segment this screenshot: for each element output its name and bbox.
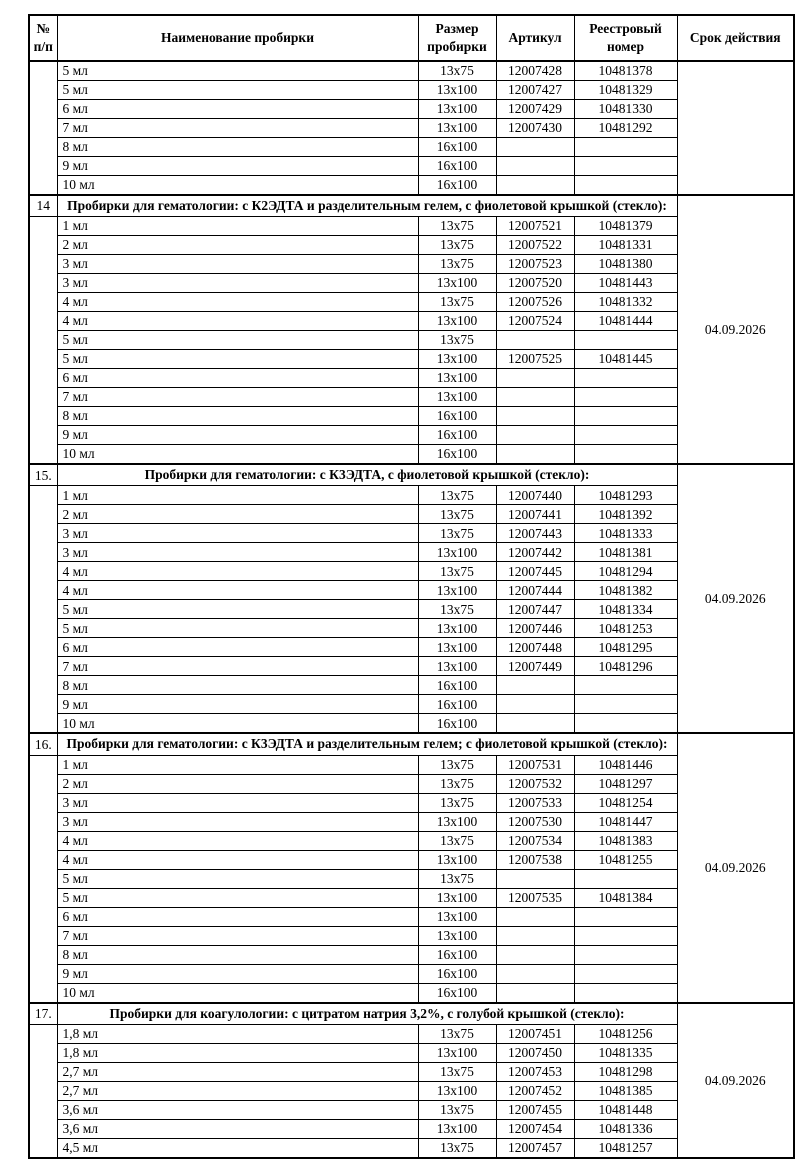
tube-size-cell: 13x75 [418,562,496,581]
tube-size-cell: 16x100 [418,445,496,465]
tube-size-cell: 13x100 [418,812,496,831]
tube-name-cell: 8 мл [57,676,418,695]
tube-name-cell: 4 мл [57,850,418,869]
tube-size-cell: 13x75 [418,1138,496,1158]
tube-size-cell: 13x75 [418,331,496,350]
article-cell: 12007454 [496,1119,574,1138]
registry-number-cell: 10481448 [574,1100,677,1119]
registry-number-cell [574,926,677,945]
article-cell [496,676,574,695]
article-cell: 12007429 [496,100,574,119]
tube-size-cell: 13x75 [418,293,496,312]
registry-number-cell [574,445,677,465]
tube-size-cell: 13x100 [418,926,496,945]
article-cell: 12007453 [496,1062,574,1081]
tube-name-cell: 3 мл [57,524,418,543]
tube-name-cell: 4 мл [57,581,418,600]
tube-name-cell: 1 мл [57,755,418,774]
registry-number-cell [574,907,677,926]
registry-number-cell: 10481296 [574,657,677,676]
tube-size-cell: 13x75 [418,869,496,888]
registry-number-cell: 10481292 [574,119,677,138]
tube-size-cell: 13x75 [418,255,496,274]
row-number-cell [29,217,57,465]
article-cell [496,445,574,465]
tube-name-cell: 1,8 мл [57,1024,418,1043]
tube-size-cell: 13x75 [418,1024,496,1043]
tube-name-cell: 2 мл [57,236,418,255]
tube-name-cell: 1,8 мл [57,1043,418,1062]
tube-size-cell: 13x100 [418,1119,496,1138]
article-cell [496,945,574,964]
col-header-tube-name: Наименование пробирки [57,15,418,61]
tube-name-cell: 6 мл [57,100,418,119]
registry-number-cell [574,426,677,445]
col-header-registry-number: Реестровый номер [574,15,677,61]
tube-size-cell: 13x75 [418,831,496,850]
registry-number-cell: 10481334 [574,600,677,619]
tube-name-cell: 5 мл [57,600,418,619]
registry-number-cell: 10481379 [574,217,677,236]
tube-size-cell: 13x75 [418,505,496,524]
col-header-row-number: № п/п [29,15,57,61]
tube-name-cell: 2 мл [57,505,418,524]
article-cell: 12007452 [496,1081,574,1100]
registry-number-cell: 10481383 [574,831,677,850]
tube-registry-table [28,14,795,1159]
registry-number-cell: 10481256 [574,1024,677,1043]
tube-name-cell: 7 мл [57,657,418,676]
section-number: 14 [29,195,57,217]
article-cell [496,176,574,196]
tube-name-cell: 3 мл [57,274,418,293]
tube-name-cell: 9 мл [57,157,418,176]
tube-name-cell: 1 мл [57,217,418,236]
article-cell: 12007457 [496,1138,574,1158]
tube-size-cell: 13x100 [418,1081,496,1100]
tube-name-cell: 5 мл [57,331,418,350]
tube-size-cell: 13x100 [418,581,496,600]
registry-number-cell [574,176,677,196]
col-header-tube-size: Размер пробирки [418,15,496,61]
article-cell [496,426,574,445]
tube-size-cell: 13x75 [418,524,496,543]
tube-name-cell: 10 мл [57,445,418,465]
tube-name-cell: 3,6 мл [57,1119,418,1138]
registry-number-cell: 10481381 [574,543,677,562]
tube-size-cell: 13x100 [418,350,496,369]
validity-cell [677,61,794,195]
validity-cell: 04.09.2026 [677,195,794,464]
row-number-cell [29,1024,57,1158]
registry-number-cell: 10481380 [574,255,677,274]
article-cell: 12007522 [496,236,574,255]
section-title: Пробирки для гематологии: с К2ЭДТА и разделительным гелем, с фиолетовой крышкой (стекло): [57,195,677,217]
registry-number-cell: 10481253 [574,619,677,638]
article-cell: 12007534 [496,831,574,850]
tube-name-cell: 2 мл [57,774,418,793]
tube-name-cell: 5 мл [57,81,418,100]
tube-size-cell: 13x75 [418,600,496,619]
section-header-row [29,195,794,217]
tube-size-cell: 13x100 [418,543,496,562]
tube-name-cell: 4,5 мл [57,1138,418,1158]
registry-number-cell: 10481294 [574,562,677,581]
tube-size-cell: 13x100 [418,850,496,869]
tube-name-cell: 3 мл [57,543,418,562]
tube-size-cell: 13x75 [418,755,496,774]
article-cell: 12007533 [496,793,574,812]
registry-number-cell [574,331,677,350]
article-cell [496,926,574,945]
article-cell: 12007428 [496,61,574,81]
article-cell: 12007427 [496,81,574,100]
tube-size-cell: 13x100 [418,369,496,388]
registry-number-cell: 10481392 [574,505,677,524]
registry-number-cell: 10481295 [574,638,677,657]
article-cell [496,695,574,714]
tube-name-cell: 7 мл [57,388,418,407]
article-cell: 12007441 [496,505,574,524]
registry-number-cell [574,407,677,426]
tube-name-cell: 3 мл [57,793,418,812]
article-cell: 12007521 [496,217,574,236]
section-header-row [29,1003,794,1025]
article-cell: 12007445 [496,562,574,581]
tube-size-cell: 13x100 [418,1043,496,1062]
tube-name-cell: 3 мл [57,255,418,274]
section-title: Пробирки для гематологии: с К3ЭДТА, с фиолетовой крышкой (стекло): [57,464,677,486]
article-cell: 12007443 [496,524,574,543]
registry-number-cell: 10481330 [574,100,677,119]
tube-size-cell: 16x100 [418,407,496,426]
section-number: 16. [29,733,57,755]
registry-number-cell [574,945,677,964]
registry-number-cell: 10481335 [574,1043,677,1062]
registry-number-cell: 10481385 [574,1081,677,1100]
section-header-row [29,733,794,755]
tube-name-cell: 10 мл [57,176,418,196]
tube-size-cell: 16x100 [418,138,496,157]
validity-cell: 04.09.2026 [677,733,794,1002]
registry-number-cell: 10481446 [574,755,677,774]
article-cell: 12007530 [496,812,574,831]
tube-name-cell: 10 мл [57,714,418,734]
article-cell: 12007520 [496,274,574,293]
registry-number-cell: 10481332 [574,293,677,312]
registry-number-cell: 10481298 [574,1062,677,1081]
tube-name-cell: 9 мл [57,426,418,445]
article-cell: 12007451 [496,1024,574,1043]
registry-number-cell: 10481443 [574,274,677,293]
row-number-cell [29,486,57,734]
tube-size-cell: 13x75 [418,793,496,812]
row-number-cell [29,61,57,195]
article-cell [496,407,574,426]
registry-number-cell: 10481378 [574,61,677,81]
registry-number-cell [574,869,677,888]
tube-name-cell: 6 мл [57,638,418,657]
registry-number-cell: 10481257 [574,1138,677,1158]
registry-number-cell: 10481293 [574,486,677,505]
article-cell: 12007450 [496,1043,574,1062]
tube-size-cell: 13x100 [418,907,496,926]
tube-name-cell: 6 мл [57,907,418,926]
registry-number-cell [574,964,677,983]
article-cell: 12007523 [496,255,574,274]
tube-name-cell: 9 мл [57,964,418,983]
table-header-row [29,15,794,61]
tube-size-cell: 13x100 [418,274,496,293]
article-cell: 12007538 [496,850,574,869]
tube-size-cell: 13x100 [418,619,496,638]
tube-size-cell: 16x100 [418,157,496,176]
tube-name-cell: 4 мл [57,293,418,312]
tube-name-cell: 5 мл [57,619,418,638]
registry-number-cell [574,157,677,176]
tube-name-cell: 4 мл [57,562,418,581]
article-cell [496,907,574,926]
registry-number-cell: 10481329 [574,81,677,100]
tube-size-cell: 13x75 [418,1062,496,1081]
section-header-row [29,464,794,486]
section-number: 15. [29,464,57,486]
tube-size-cell: 16x100 [418,176,496,196]
tube-size-cell: 13x75 [418,236,496,255]
article-cell: 12007442 [496,543,574,562]
tube-size-cell: 16x100 [418,964,496,983]
article-cell [496,869,574,888]
tube-size-cell: 13x75 [418,774,496,793]
section-title: Пробирки для гематологии: с К3ЭДТА и разделительным гелем; с фиолетовой крышкой (стекло): [57,733,677,755]
tube-name-cell: 1 мл [57,486,418,505]
tube-name-cell: 2,7 мл [57,1062,418,1081]
tube-name-cell: 5 мл [57,61,418,81]
tube-size-cell: 16x100 [418,945,496,964]
registry-number-cell: 10481447 [574,812,677,831]
registry-number-cell: 10481384 [574,888,677,907]
registry-number-cell [574,695,677,714]
article-cell: 12007525 [496,350,574,369]
article-cell: 12007430 [496,119,574,138]
tube-size-cell: 13x100 [418,638,496,657]
table-body [29,61,794,1158]
tube-size-cell: 13x100 [418,657,496,676]
registry-number-cell [574,676,677,695]
tube-size-cell: 13x75 [418,486,496,505]
tube-size-cell: 13x75 [418,1100,496,1119]
registry-number-cell: 10481254 [574,793,677,812]
registry-number-cell: 10481382 [574,581,677,600]
article-cell: 12007449 [496,657,574,676]
tube-name-cell: 5 мл [57,888,418,907]
tube-size-cell: 16x100 [418,695,496,714]
article-cell [496,983,574,1003]
tube-name-cell: 3 мл [57,812,418,831]
tube-name-cell: 5 мл [57,350,418,369]
tube-name-cell: 10 мл [57,983,418,1003]
tube-name-cell: 8 мл [57,138,418,157]
registry-number-cell: 10481297 [574,774,677,793]
article-cell [496,369,574,388]
validity-cell: 04.09.2026 [677,1003,794,1158]
tube-size-cell: 13x100 [418,888,496,907]
tube-size-cell: 13x100 [418,81,496,100]
tube-size-cell: 13x100 [418,312,496,331]
article-cell: 12007531 [496,755,574,774]
col-header-validity: Срок действия [677,15,794,61]
article-cell [496,157,574,176]
article-cell [496,138,574,157]
tube-size-cell: 13x75 [418,217,496,236]
registry-number-cell: 10481331 [574,236,677,255]
tube-size-cell: 16x100 [418,983,496,1003]
section-number: 17. [29,1003,57,1025]
tube-size-cell: 16x100 [418,426,496,445]
article-cell [496,331,574,350]
tube-name-cell: 6 мл [57,369,418,388]
tube-size-cell: 13x100 [418,388,496,407]
col-header-article: Артикул [496,15,574,61]
tube-name-cell: 3,6 мл [57,1100,418,1119]
registry-number-cell [574,388,677,407]
tube-name-cell: 7 мл [57,119,418,138]
registry-number-cell: 10481336 [574,1119,677,1138]
row-number-cell [29,755,57,1003]
tube-name-cell: 4 мл [57,831,418,850]
article-cell: 12007440 [496,486,574,505]
registry-number-cell [574,983,677,1003]
tube-name-cell: 7 мл [57,926,418,945]
tube-name-cell: 2,7 мл [57,1081,418,1100]
tube-size-cell: 13x100 [418,119,496,138]
article-cell: 12007446 [496,619,574,638]
tube-name-cell: 8 мл [57,407,418,426]
tube-name-cell: 8 мл [57,945,418,964]
article-cell: 12007448 [496,638,574,657]
section-title: Пробирки для коагулологии: с цитратом натрия 3,2%, с голубой крышкой (стекло): [57,1003,677,1025]
validity-cell: 04.09.2026 [677,464,794,733]
tube-name-cell: 5 мл [57,869,418,888]
article-cell [496,964,574,983]
tube-size-cell: 13x100 [418,100,496,119]
tube-size-cell: 16x100 [418,714,496,734]
registry-number-cell [574,138,677,157]
article-cell [496,388,574,407]
article-cell: 12007532 [496,774,574,793]
tube-name-cell: 4 мл [57,312,418,331]
article-cell [496,714,574,734]
tube-size-cell: 13x75 [418,61,496,81]
article-cell: 12007524 [496,312,574,331]
table-row [29,61,794,81]
registry-number-cell: 10481445 [574,350,677,369]
registry-number-cell [574,369,677,388]
article-cell: 12007447 [496,600,574,619]
registry-number-cell: 10481255 [574,850,677,869]
tube-name-cell: 9 мл [57,695,418,714]
article-cell: 12007535 [496,888,574,907]
tube-size-cell: 16x100 [418,676,496,695]
article-cell: 12007444 [496,581,574,600]
article-cell: 12007526 [496,293,574,312]
registry-number-cell: 10481333 [574,524,677,543]
registry-number-cell [574,714,677,734]
article-cell: 12007455 [496,1100,574,1119]
registry-number-cell: 10481444 [574,312,677,331]
